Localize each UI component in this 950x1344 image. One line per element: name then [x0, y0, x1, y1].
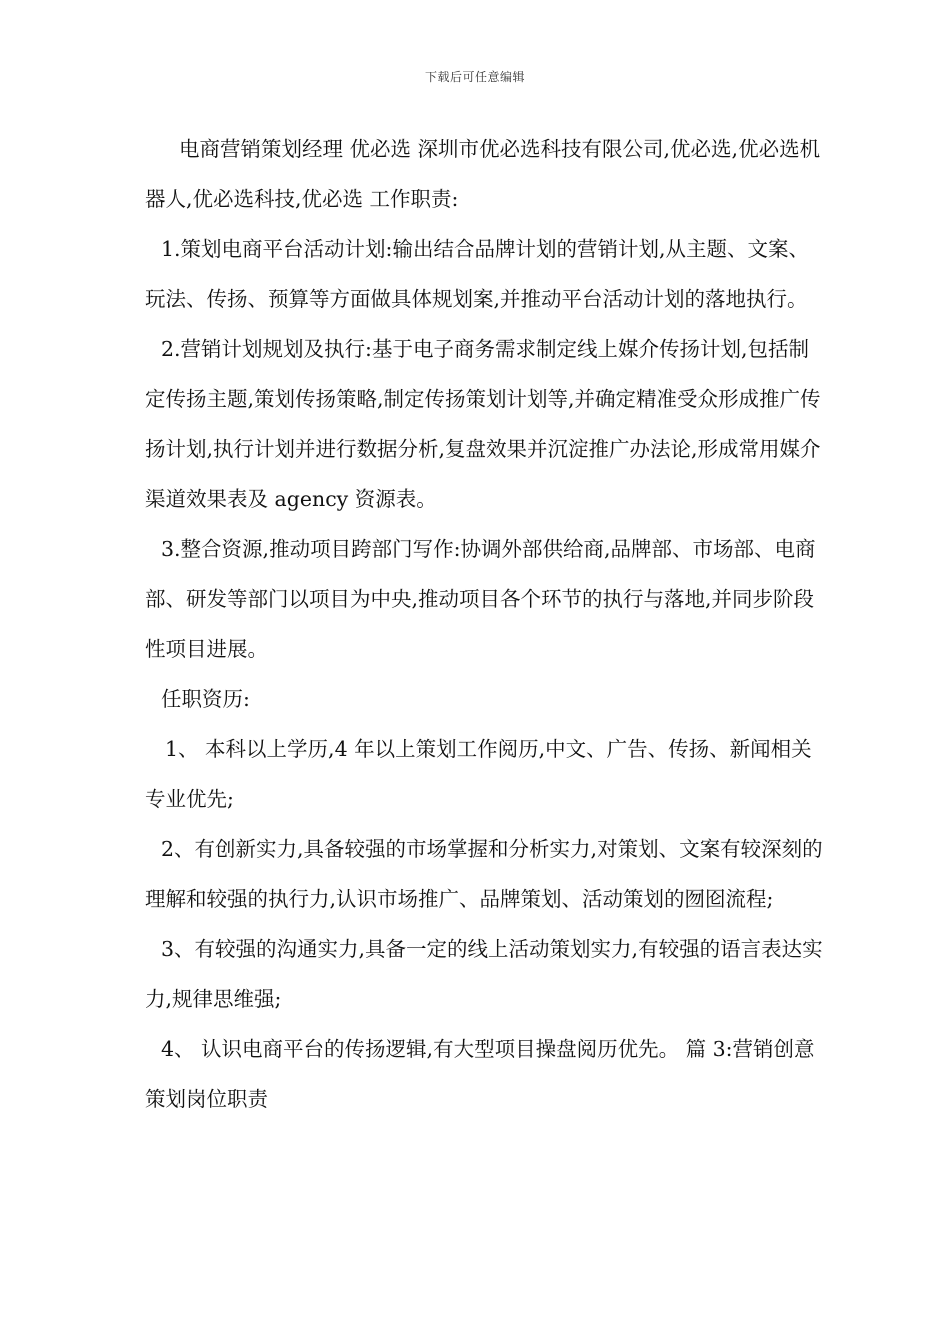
- qualification-item-1: 1、 本科以上学历,4 年以上策划工作阅历,中文、广告、传扬、新闻相关专业优先;: [145, 737, 812, 811]
- header-note: 下载后可任意编辑: [424, 70, 525, 84]
- qualification-item-4: 4、 认识电商平台的传扬逻辑,有大型项目操盘阅历优先。 篇 3:营销创意策划岗位职责: [145, 1037, 815, 1111]
- qualification-item-3: 3、有较强的沟通实力,具备一定的线上活动策划实力,有较强的语言表达实力,规律思维强;: [145, 937, 823, 1011]
- duty-item-2: 2.营销计划规划及执行:基于电子商务需求制定线上媒介传扬计划,包括制定传扬主题,策划传扬策略,制定传扬策划计划等,并确定精准受众形成推广传扬计划,执行计划并进行数据分析,复盘效果并沉淀推广办法论,形成常用媒介渠道效果表及 agency 资源表。: [145, 337, 821, 511]
- qualification-item-2: 2、有创新实力,具备较强的市场掌握和分析实力,对策划、文案有较深刻的理解和较强的执行力,认识市场推广、品牌策划、活动策划的囫囵流程;: [145, 837, 823, 911]
- duty-item-1: 1.策划电商平台活动计划:输出结合品牌计划的营销计划,从主题、文案、玩法、传扬、预算等方面做具体规划案,并推动平台活动计划的落地执行。: [145, 237, 809, 311]
- qualifications-heading: 任职资历:: [161, 687, 250, 711]
- intro-paragraph: 电商营销策划经理 优必选 深圳市优必选科技有限公司,优必选,优必选机器人,优必选科技,优必选 工作职责:: [145, 137, 821, 211]
- document-body: [145, 124, 825, 1124]
- duty-item-3: 3.整合资源,推动项目跨部门写作:协调外部供给商,品牌部、市场部、电商部、研发等部门以项目为中央,推动项目各个环节的执行与落地,并同步阶段性项目进展。: [145, 537, 816, 661]
